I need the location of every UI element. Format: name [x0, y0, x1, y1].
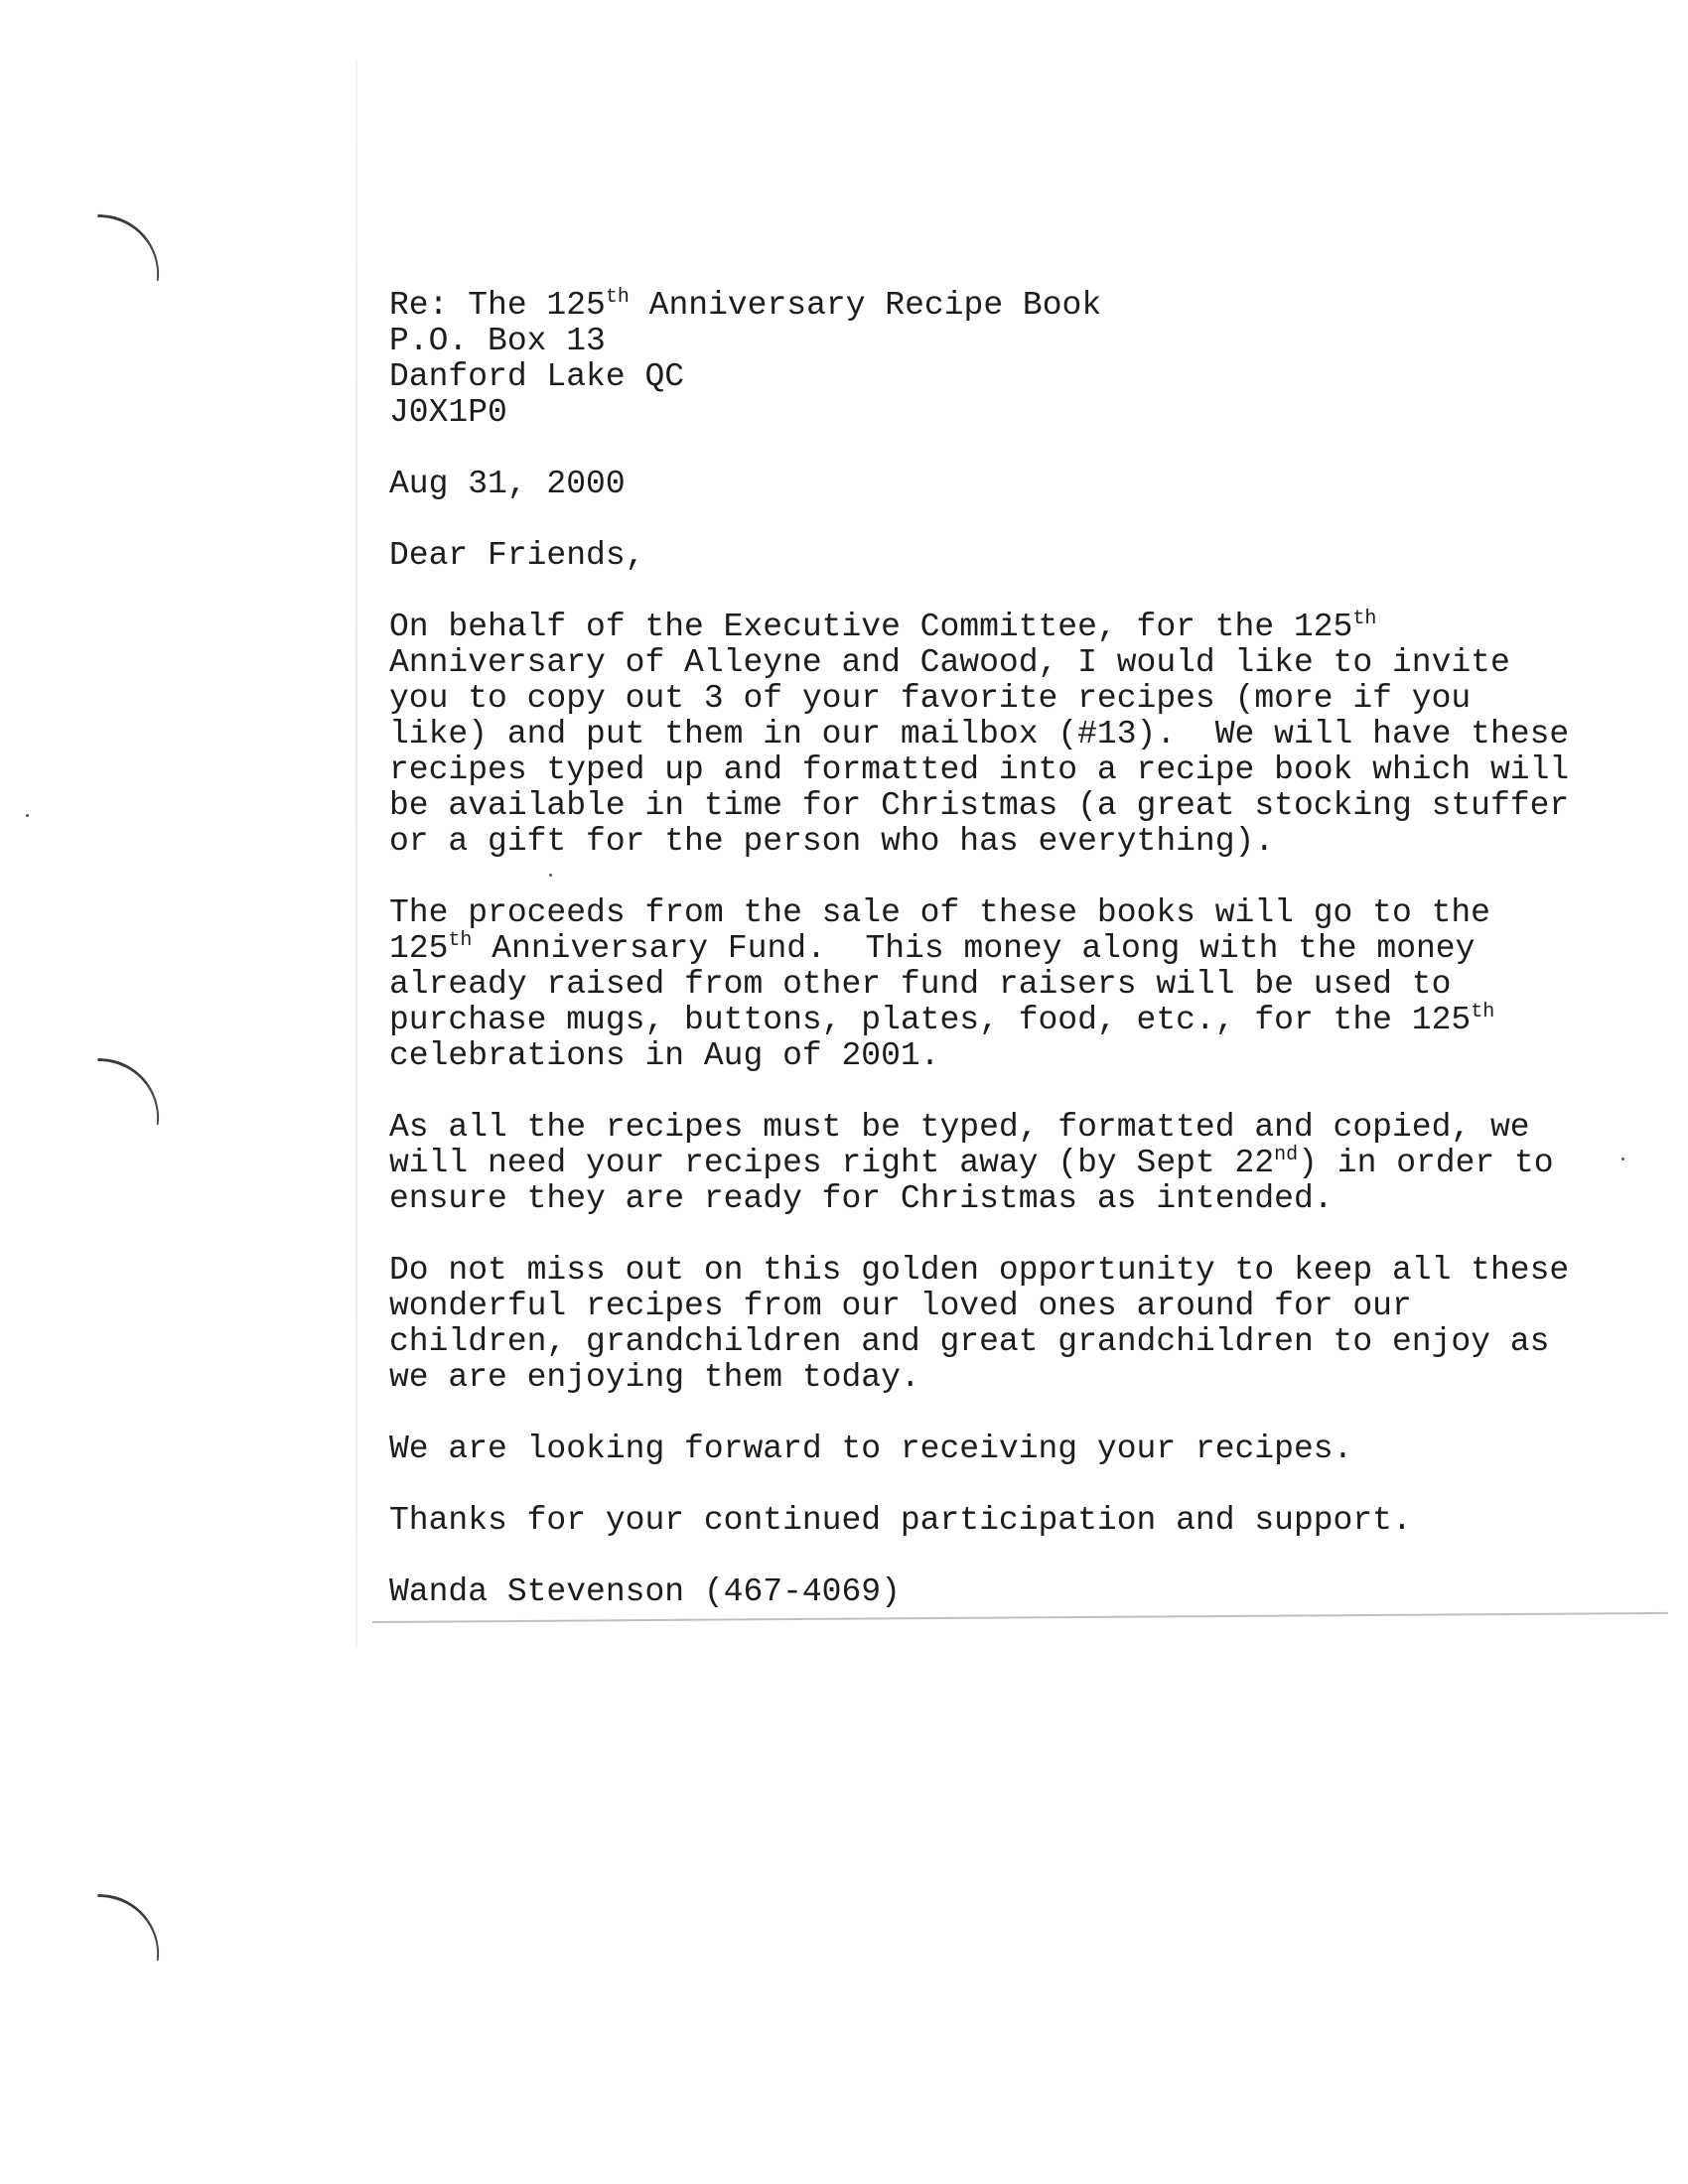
paragraph-proceeds: The proceeds from the sale of these books will go to the 125th Anniversary Fund. This money along with the money already raised from other fund raisers will be used to purchase mugs, buttons, plates, food, etc., for the 125th celebrations in Aug of 2001. — [389, 894, 1495, 1074]
binder-hole-bottom — [93, 1894, 163, 1961]
scan-speck — [26, 814, 29, 817]
paragraph-thanks: Thanks for your continued participation and support. — [389, 1502, 1412, 1539]
scan-page-edge — [355, 60, 357, 1648]
binder-hole-top — [93, 214, 163, 281]
paragraph-deadline: As all the recipes must be typed, formatted and copied, we will need your recipes right away (by Sept 22nd) in order to ensure they are ready for Christmas as intended. — [389, 1109, 1554, 1217]
signature: Wanda Stevenson (467-4069) — [389, 1573, 901, 1610]
salutation: Dear Friends, — [389, 537, 645, 574]
letter-date: Aug 31, 2000 — [389, 466, 626, 502]
address-town: Danford Lake QC — [389, 358, 685, 395]
letter-header — [389, 288, 1650, 431]
address-postal-code: J0X1P0 — [389, 394, 507, 431]
paragraph-looking-forward: We are looking forward to receiving your recipes. — [389, 1431, 1353, 1467]
address-po-box: P.O. Box 13 — [389, 323, 606, 359]
letter-body — [389, 288, 1650, 1610]
paragraph-opportunity: Do not miss out on this golden opportunity to keep all these wonderful recipes from our loved ones around for our children, grandchildren and great grandchildren to enjoy as we are enjoying them today. — [389, 1252, 1570, 1396]
subject-line: Re: The 125th Anniversary Recipe Book — [389, 286, 1102, 324]
scan-page-bottom-edge — [372, 1612, 1668, 1623]
paragraph-invitation: On behalf of the Executive Committee, for the 125th Anniversary of Alleyne and Cawood, I would like to invite you to copy out 3 of your favorite recipes (more if you like) and put them in our mailbox (#13). We will have these recipes typed up and formatted into a recipe book which will be available in time for Christmas (a great stocking stuffer or a gift for the person who has everything). — [389, 608, 1570, 860]
binder-hole-middle — [93, 1058, 163, 1125]
